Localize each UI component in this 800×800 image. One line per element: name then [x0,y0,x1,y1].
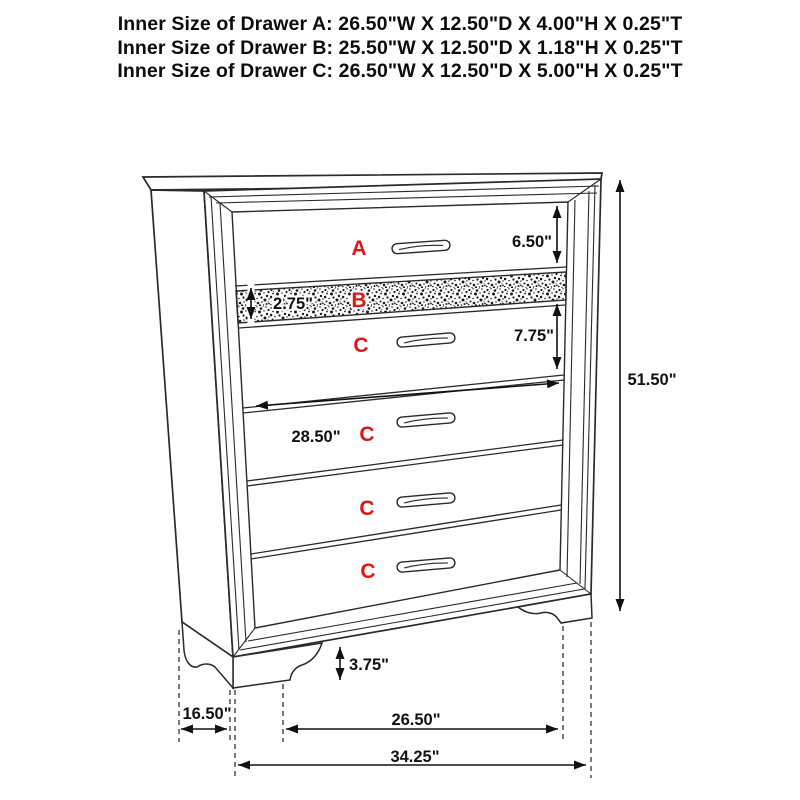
drawer-front-width-label: 28.50" [291,428,341,446]
drawer-c3-letter: C [359,497,375,520]
drawer-a-letter: A [351,237,367,260]
base-height-label: 3.75" [349,656,389,674]
drawer-c1-letter: C [353,334,369,357]
overall-height-label: 51.50" [627,371,677,389]
sparkle-band-height-label: 2.75" [273,295,313,313]
drawer-c4-letter: C [360,560,376,583]
leg-span-width-label: 26.50" [391,711,441,729]
header-line-drawer-b: Inner Size of Drawer B: 25.50"W X 12.50"D X 1.18"H X 0.25"T [117,36,683,59]
drawer-a-height-label: 6.50" [512,233,552,251]
drawer-b-letter: B [351,289,367,312]
header-line-drawer-c: Inner Size of Drawer C: 26.50"W X 12.50"D X 5.00"H X 0.25"T [117,60,683,82]
drawer-c2-letter: C [359,423,375,446]
header-line-drawer-a: Inner Size of Drawer A: 26.50"W X 12.50"D X 4.00"H X 0.25"T [117,13,683,35]
side-depth-label: 16.50" [182,705,232,723]
overall-width-label: 34.25" [390,748,440,766]
drawer-c-height-label: 7.75" [514,327,554,345]
